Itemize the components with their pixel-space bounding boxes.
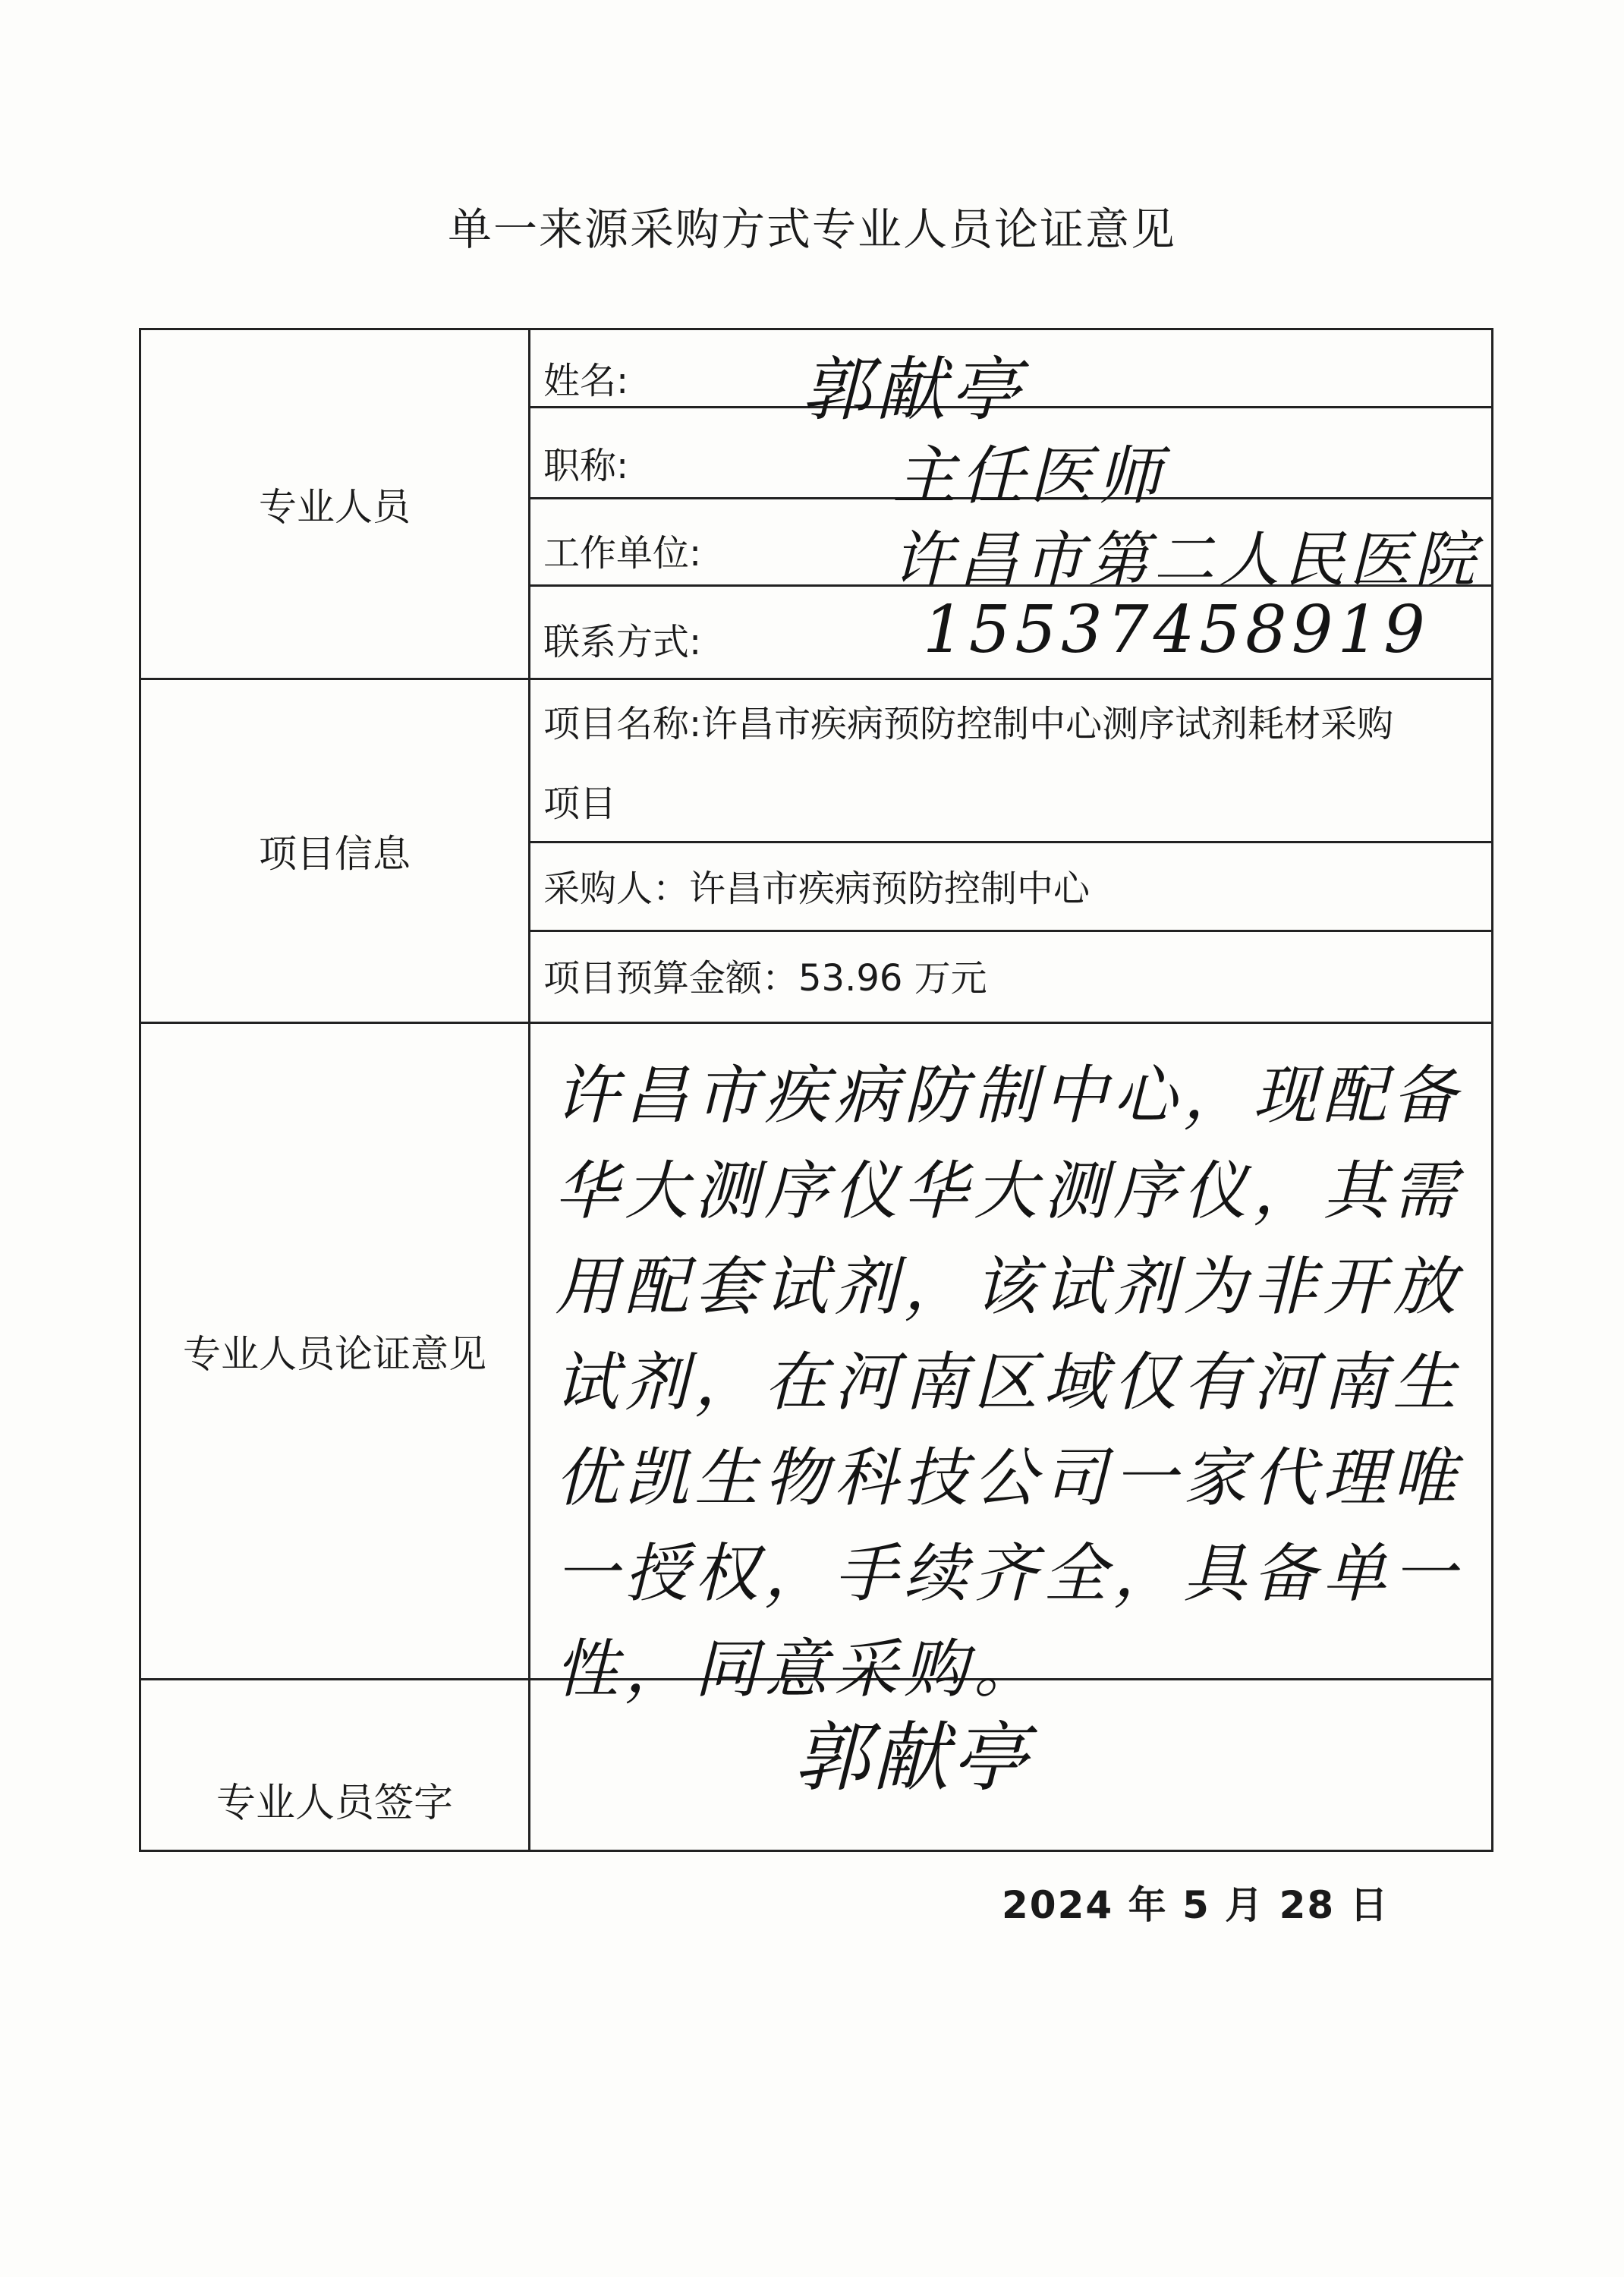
unit-label: 工作单位: (543, 532, 702, 575)
project-section-label: 项目信息 (259, 832, 411, 876)
form-table (139, 328, 1493, 1852)
row-separator (528, 841, 1491, 843)
title-label: 职称: (543, 445, 629, 487)
opinion-section-label: 专业人员论证意见 (183, 1332, 486, 1376)
project-name-line1: 项目名称:许昌市疾病预防控制中心测序试剂耗材采购 (543, 703, 1394, 745)
project-budget: 项目预算金额：53.96 万元 (543, 957, 987, 1000)
contact-label: 联系方式: (543, 621, 702, 663)
name-value: 郭献亭 (801, 349, 1025, 430)
expert-section-label: 专业人员 (259, 485, 411, 529)
document-date: 2024 年 5 月 28 日 (1002, 1883, 1390, 1927)
project-buyer: 采购人：许昌市疾病预防控制中心 (543, 868, 1091, 910)
contact-value: 15537458919 (923, 592, 1430, 668)
opinion-text: 许昌市疾病防制中心，现配备华大测序仪华大测序仪，其需用配套试剂，该试剂为非开放试剂，在河南区域仅有河南生优凯生物科技公司一家代理唯一授权，手续齐全，具备单一性，同意采购。 (555, 1058, 1463, 1706)
signature-section-label: 专业人员签字 (216, 1780, 453, 1826)
name-label: 姓名: (543, 360, 629, 402)
project-name-line2: 项目 (543, 783, 617, 825)
column-divider (528, 330, 530, 1850)
title-value: 主任医师 (892, 439, 1166, 513)
document-title: 单一来源采购方式专业人员论证意见 (447, 203, 1176, 255)
signature-handwritten: 郭献亭 (794, 1713, 1031, 1802)
unit-value: 许昌市第二人民医院 (892, 524, 1480, 595)
row-separator (528, 930, 1491, 932)
